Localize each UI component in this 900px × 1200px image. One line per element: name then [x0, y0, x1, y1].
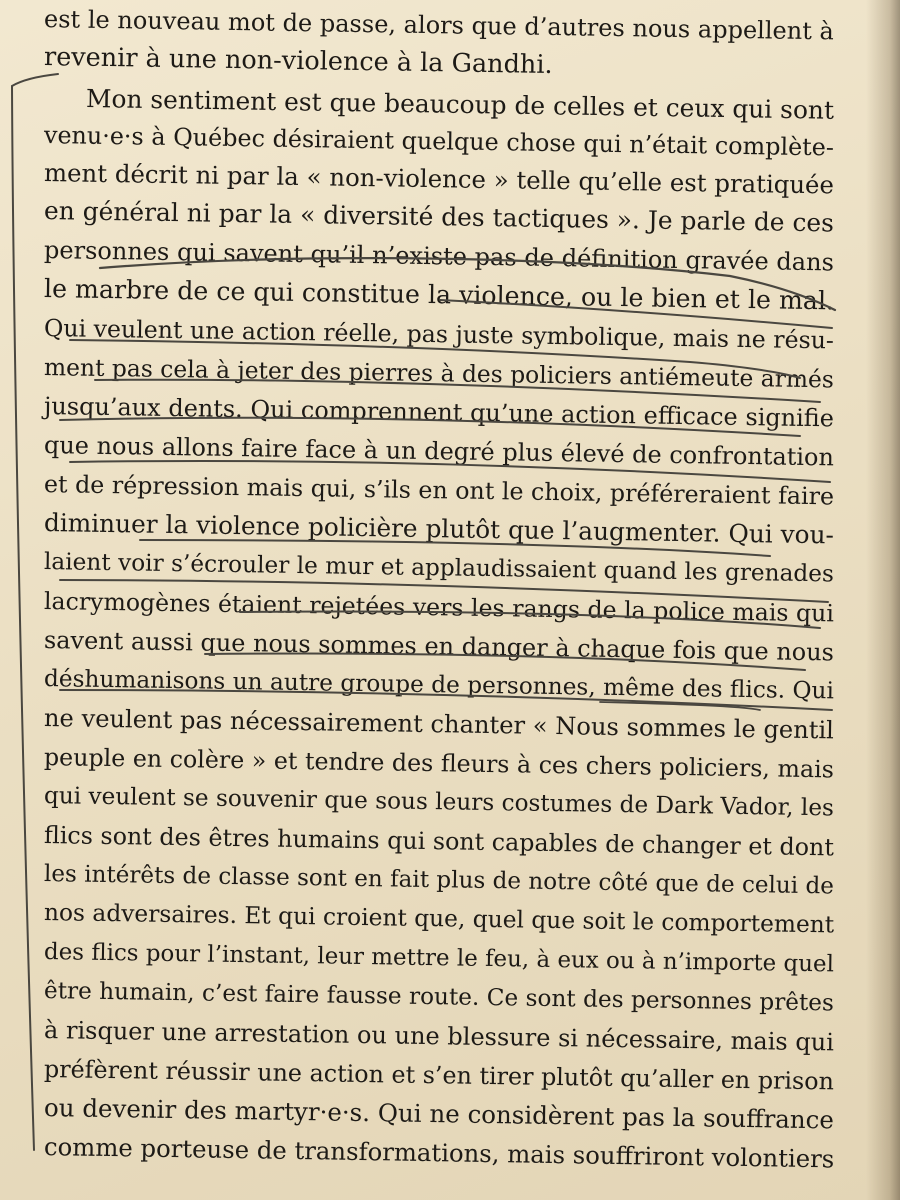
text-line: comme porteuse de transformations, mais souffriront volontiers [43, 1132, 835, 1174]
text-line: déshumanisons un autre groupe de personnes, même des flics. Qui [43, 665, 835, 705]
text-line: jusqu’aux dents. Qui comprennent qu’une action efficace signifie [43, 392, 835, 433]
text-line: en général ni par la « diversité des tactiques ». Je parle de ces [43, 196, 835, 238]
text-line: flics sont des êtres humains qui sont capables de changer et dont [43, 821, 835, 862]
text-line: savent aussi que nous sommes en danger à chaque fois que nous [43, 626, 835, 667]
text-line: Mon sentiment est que beaucoup de celles et ceux qui sont [85, 84, 835, 125]
text-line: diminuer la violence policière plutôt que l’augmenter. Qui vou- [43, 508, 835, 550]
text-line: ne veulent pas nécessairement chanter « Nous sommes le gentil [43, 704, 835, 745]
text-line: le marbre de ce qui constitue la violence, ou le bien et le mal. [43, 274, 835, 316]
text-line: être humain, c’est faire fausse route. Ce sont des personnes prêtes [43, 977, 835, 1017]
text-line: peuple en colère » et tendre des fleurs à ces chers policiers, mais [43, 743, 835, 784]
text-line: revenir à une non-violence à la Gandhi. [43, 42, 553, 80]
text-line: Qui veulent une action réelle, pas juste symbolique, mais ne résu- [43, 314, 835, 355]
text-line: que nous allons faire face à un degré plus élevé de confrontation [43, 431, 835, 472]
text-line: des flics pour l’instant, leur mettre le feu, à eux ou à n’importe quel [43, 939, 835, 978]
text-line: ou devenir des martyr·e·s. Qui ne considèrent pas la souffrance [43, 1093, 835, 1135]
text-line: ment décrit ni par la « non-violence » telle qu’elle est pratiquée [43, 158, 835, 200]
text-line: ment pas cela à jeter des pierres à des policiers antiémeute armés [43, 353, 835, 394]
text-line: préfèrent réussir une action et s’en tirer plutôt qu’aller en prison [43, 1055, 835, 1096]
text-line: venu·e·s à Québec désiraient quelque chose qui n’était complète- [43, 121, 835, 162]
text-line: laient voir s’écrouler le mur et applaudissaient quand les grenades [43, 548, 835, 588]
text-line: est le nouveau mot de passe, alors que d’autres nous appellent à [43, 5, 835, 46]
text-line: lacrymogènes étaient rejetées vers les rangs de la police mais qui [43, 587, 835, 628]
text-line: personnes qui savent qu’il n’existe pas de définition gravée dans [43, 236, 835, 277]
text-line: les intérêts de classe sont en fait plus de notre côté que de celui de [43, 861, 835, 900]
text-line: nos adversaires. Et qui croient que, quel que soit le comportement [43, 899, 835, 939]
text-line: qui veulent se souvenir que sous leurs costumes de Dark Vador, les [43, 782, 835, 822]
text-line: à risquer une arrestation ou une blessure si nécessaire, mais qui [43, 1016, 835, 1057]
text-line: et de répression mais qui, s’ils en ont le choix, préféreraient faire [43, 470, 835, 511]
